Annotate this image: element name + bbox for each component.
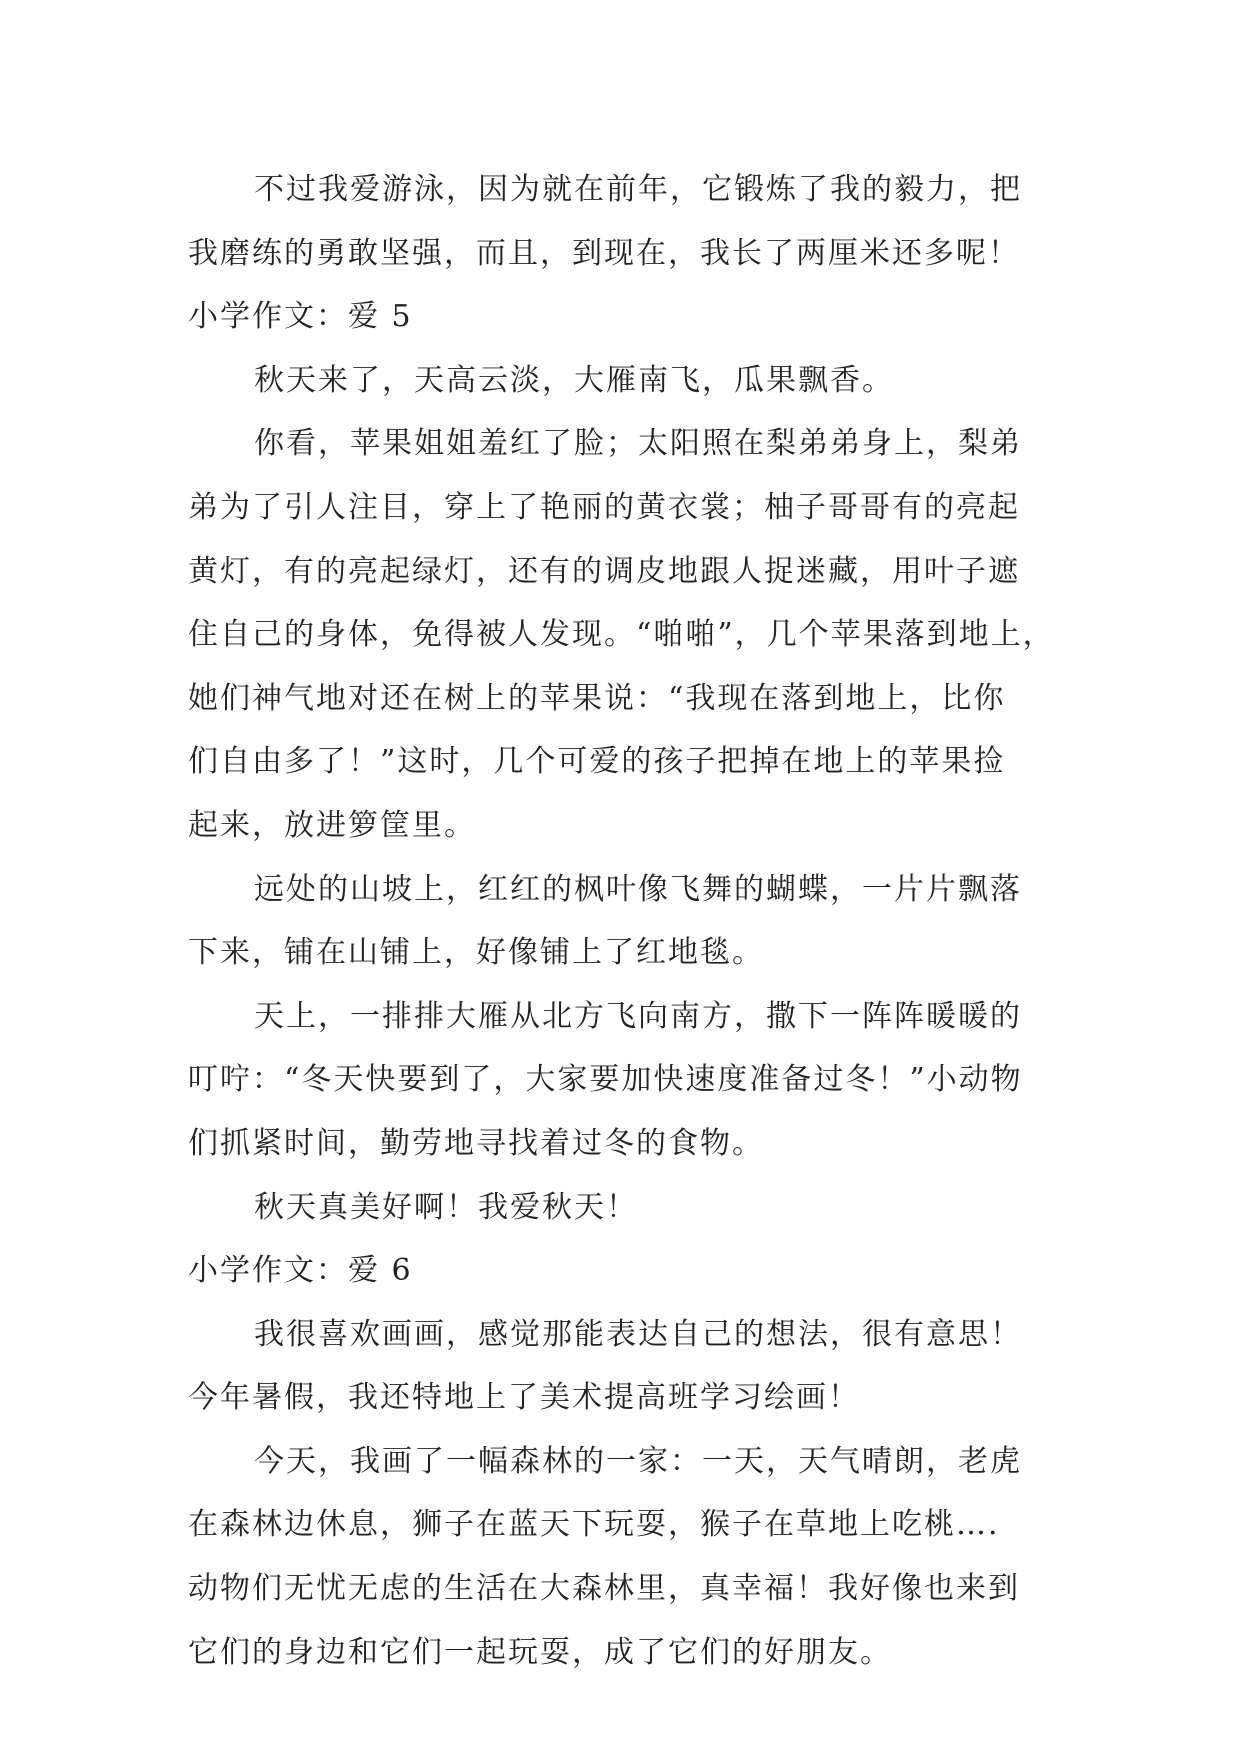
section-heading: 小学作文：爱 6 xyxy=(188,1253,413,1289)
paragraph-line: 弟为了引人注目，穿上了艳丽的黄衣裳；柚子哥哥有的亮起 xyxy=(188,489,1020,525)
section-heading: 小学作文：爱 5 xyxy=(188,299,413,335)
paragraph-line: 动物们无忧无虑的生活在大森林里，真幸福！我好像也来到 xyxy=(188,1571,1020,1607)
paragraph-line: 在森林边休息，狮子在蓝天下玩耍，猴子在草地上吃桃…. xyxy=(188,1507,1000,1543)
paragraph-line: 我很喜欢画画，感觉那能表达自己的想法，很有意思！ xyxy=(254,1316,1022,1352)
paragraph-line: 们抓紧时间，勤劳地寻找着过冬的食物。 xyxy=(188,1125,764,1161)
paragraph-line: 住自己的身体，免得被人发现。“啪啪”，几个苹果落到地上， xyxy=(188,617,1055,653)
paragraph-line: 起来，放进箩筐里。 xyxy=(188,807,476,843)
paragraph-line: 我磨练的勇敢坚强，而且，到现在，我长了两厘米还多呢！ xyxy=(188,235,1020,271)
paragraph-line: 不过我爱游泳，因为就在前年，它锻炼了我的毅力，把 xyxy=(254,172,1022,207)
paragraph-line: 叮咛：“冬天快要到了，大家要加快速度准备过冬！”小动物 xyxy=(188,1062,1023,1098)
paragraph-line: 秋天真美好啊！我爱秋天！ xyxy=(254,1189,638,1225)
paragraph-line: 秋天来了，天高云淡，大雁南飞，瓜果飘香。 xyxy=(254,362,894,398)
document-body xyxy=(188,158,1058,1684)
paragraph-line: 她们神气地对还在树上的苹果说：“我现在落到地上，比你 xyxy=(188,680,1006,716)
paragraph-line: 今天，我画了一幅森林的一家：一天，天气晴朗，老虎 xyxy=(254,1443,1022,1479)
paragraph-line: 今年暑假，我还特地上了美术提高班学习绘画！ xyxy=(188,1380,860,1416)
paragraph-line: 天上，一排排大雁从北方飞向南方，撒下一阵阵暖暖的 xyxy=(254,998,1022,1034)
paragraph-line: 远处的山坡上，红红的枫叶像飞舞的蝴蝶，一片片飘落 xyxy=(254,871,1022,907)
paragraph-line: 们自由多了！”这时，几个可爱的孩子把掉在地上的苹果捡 xyxy=(188,744,1006,780)
paragraph-line: 黄灯，有的亮起绿灯，还有的调皮地跟人捉迷藏，用叶子遮 xyxy=(188,553,1020,589)
paragraph-line: 它们的身边和它们一起玩耍，成了它们的好朋友。 xyxy=(188,1634,892,1670)
paragraph-line: 下来，铺在山铺上，好像铺上了红地毯。 xyxy=(188,935,764,971)
paragraph-line: 你看，苹果姐姐羞红了脸；太阳照在梨弟弟身上，梨弟 xyxy=(254,426,1022,462)
